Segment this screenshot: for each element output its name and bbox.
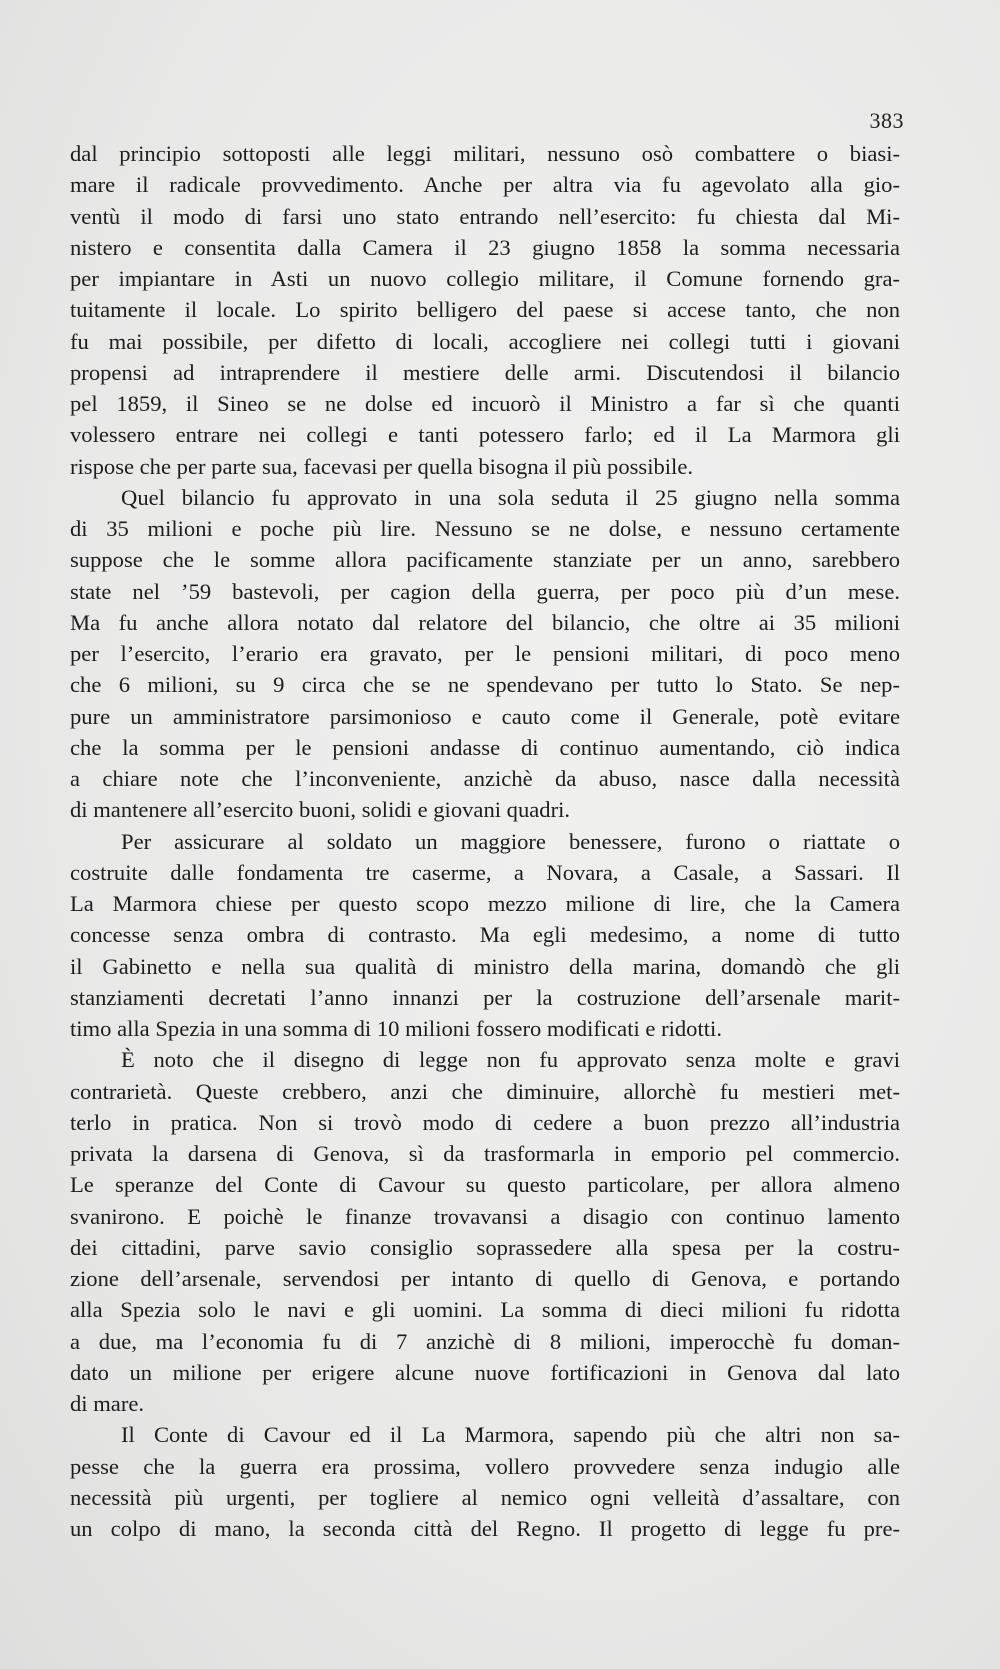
text-line: dal principio sottoposti alle leggi militari, nessuno osò combattere o biasi-: [70, 141, 900, 166]
text-line: a due, ma l’economia fu di 7 anzichè di 8 milioni, imperocchè fu doman-: [70, 1328, 900, 1354]
text-line: di 35 milioni e poche più lire. Nessuno se ne dolse, e nessuno certamente: [70, 516, 900, 541]
text-line: che la somma per le pensioni andasse di continuo aumentando, ciò indica: [70, 734, 900, 760]
body-text: [70, 138, 900, 1544]
page-number: 383: [869, 108, 904, 133]
text-line: suppose che le somme allora pacificamente stanziate per un anno, sarebbero: [70, 547, 900, 573]
text-line: nistero e consentita dalla Camera il 23 giugno 1858 la somma necessaria: [70, 234, 900, 260]
text-line: contrarietà. Queste crebbero, anzi che diminuire, allorchè fu mestieri met-: [70, 1078, 900, 1104]
text-line: privata la darsena di Genova, sì da trasformarla in emporio pel commercio.: [70, 1141, 900, 1166]
text-line: Per assicurare al soldato un maggiore benessere, furono o riattate o: [121, 828, 900, 854]
text-line: per l’esercito, l’erario era gravato, per le pensioni militari, di poco meno: [70, 641, 900, 666]
text-line: a chiare note che l’inconveniente, anzichè da abuso, nasce dalla necessità: [70, 766, 900, 791]
text-line: di mare.: [70, 1391, 145, 1416]
text-line: stanziamenti decretati l’anno innanzi per la costruzione dell’arsenale marit-: [70, 984, 900, 1010]
text-line: dato un milione per erigere alcune nuove fortificazioni in Genova dal lato: [70, 1359, 900, 1385]
text-line: per impiantare in Asti un nuovo collegio militare, il Comune fornendo gra-: [70, 266, 900, 291]
text-line: costruite dalle fondamenta tre caserme, a Novara, a Casale, a Sassari. Il: [70, 859, 900, 885]
text-line: Quel bilancio fu approvato in una sola seduta il 25 giugno nella somma: [121, 484, 900, 510]
text-line: state nel ’59 bastevoli, per cagion della guerra, per poco più d’un mese.: [70, 578, 900, 604]
text-line: un colpo di mano, la seconda città del Regno. Il progetto di legge fu pre-: [70, 1516, 900, 1541]
text-line: di mantenere all’esercito buoni, solidi e giovani quadri.: [70, 797, 571, 823]
text-line: alla Spezia solo le navi e gli uomini. La somma di dieci milioni fu ridotta: [70, 1297, 900, 1323]
text-line: Le speranze del Conte di Cavour su questo particolare, per allora almeno: [70, 1172, 900, 1198]
text-line: svanirono. E poichè le finanze trovavansi a disagio con continuo lamento: [70, 1203, 900, 1229]
text-line: tuitamente il locale. Lo spirito belligero del paese si accese tanto, che non: [70, 297, 900, 323]
text-line: mare il radicale provvedimento. Anche per altra via fu agevolato alla gio-: [70, 172, 900, 198]
text-line: rispose che per parte sua, facevasi per quella bisogna il più possibile.: [70, 453, 694, 479]
text-line: dei cittadini, parve savio consiglio soprassedere alla spesa per la costru-: [70, 1234, 900, 1260]
text-line: È noto che il disegno di legge non fu approvato senza molte e gravi: [121, 1047, 900, 1073]
text-line: volessero entrare nei collegi e tanti potessero farlo; ed il La Marmora gli: [70, 422, 900, 448]
text-line: che 6 milioni, su 9 circa che se ne spendevano per tutto lo Stato. Se nep-: [70, 672, 900, 698]
text-line: fu mai possibile, per difetto di locali, accogliere nei collegi tutti i giovani: [70, 328, 900, 354]
text-line: zione dell’arsenale, servendosi per intanto di quello di Genova, e portando: [70, 1266, 900, 1291]
text-line: timo alla Spezia in una somma di 10 milioni fossero modificati e ridotti.: [70, 1016, 722, 1041]
text-line: La Marmora chiese per questo scopo mezzo milione di lire, che la Camera: [70, 891, 900, 916]
text-line: pel 1859, il Sineo se ne dolse ed incuorò il Ministro a far sì che quanti: [70, 391, 900, 416]
text-line: Ma fu anche allora notato dal relatore del bilancio, che oltre ai 35 milioni: [70, 609, 900, 635]
text-line: ventù il modo di farsi uno stato entrando nell’esercito: fu chiesta dal Mi-: [70, 203, 900, 229]
text-line: necessità più urgenti, per togliere al nemico ogni velleità d’assaltare, con: [70, 1484, 900, 1510]
text-line: propensi ad intraprendere il mestiere delle armi. Discutendosi il bilancio: [70, 359, 900, 385]
text-line: Il Conte di Cavour ed il La Marmora, sapendo più che altri non sa-: [121, 1422, 900, 1448]
text-line: pesse che la guerra era prossima, vollero provvedere senza indugio alle: [70, 1453, 900, 1479]
text-line: concesse senza ombra di contrasto. Ma egli medesimo, a nome di tutto: [70, 922, 900, 948]
text-line: terlo in pratica. Non si trovò modo di cedere a buon prezzo all’industria: [70, 1109, 900, 1135]
text-line: il Gabinetto e nella sua qualità di ministro della marina, domandò che gli: [70, 953, 900, 979]
text-line: pure un amministratore parsimonioso e cauto come il Generale, potè evitare: [70, 703, 900, 729]
